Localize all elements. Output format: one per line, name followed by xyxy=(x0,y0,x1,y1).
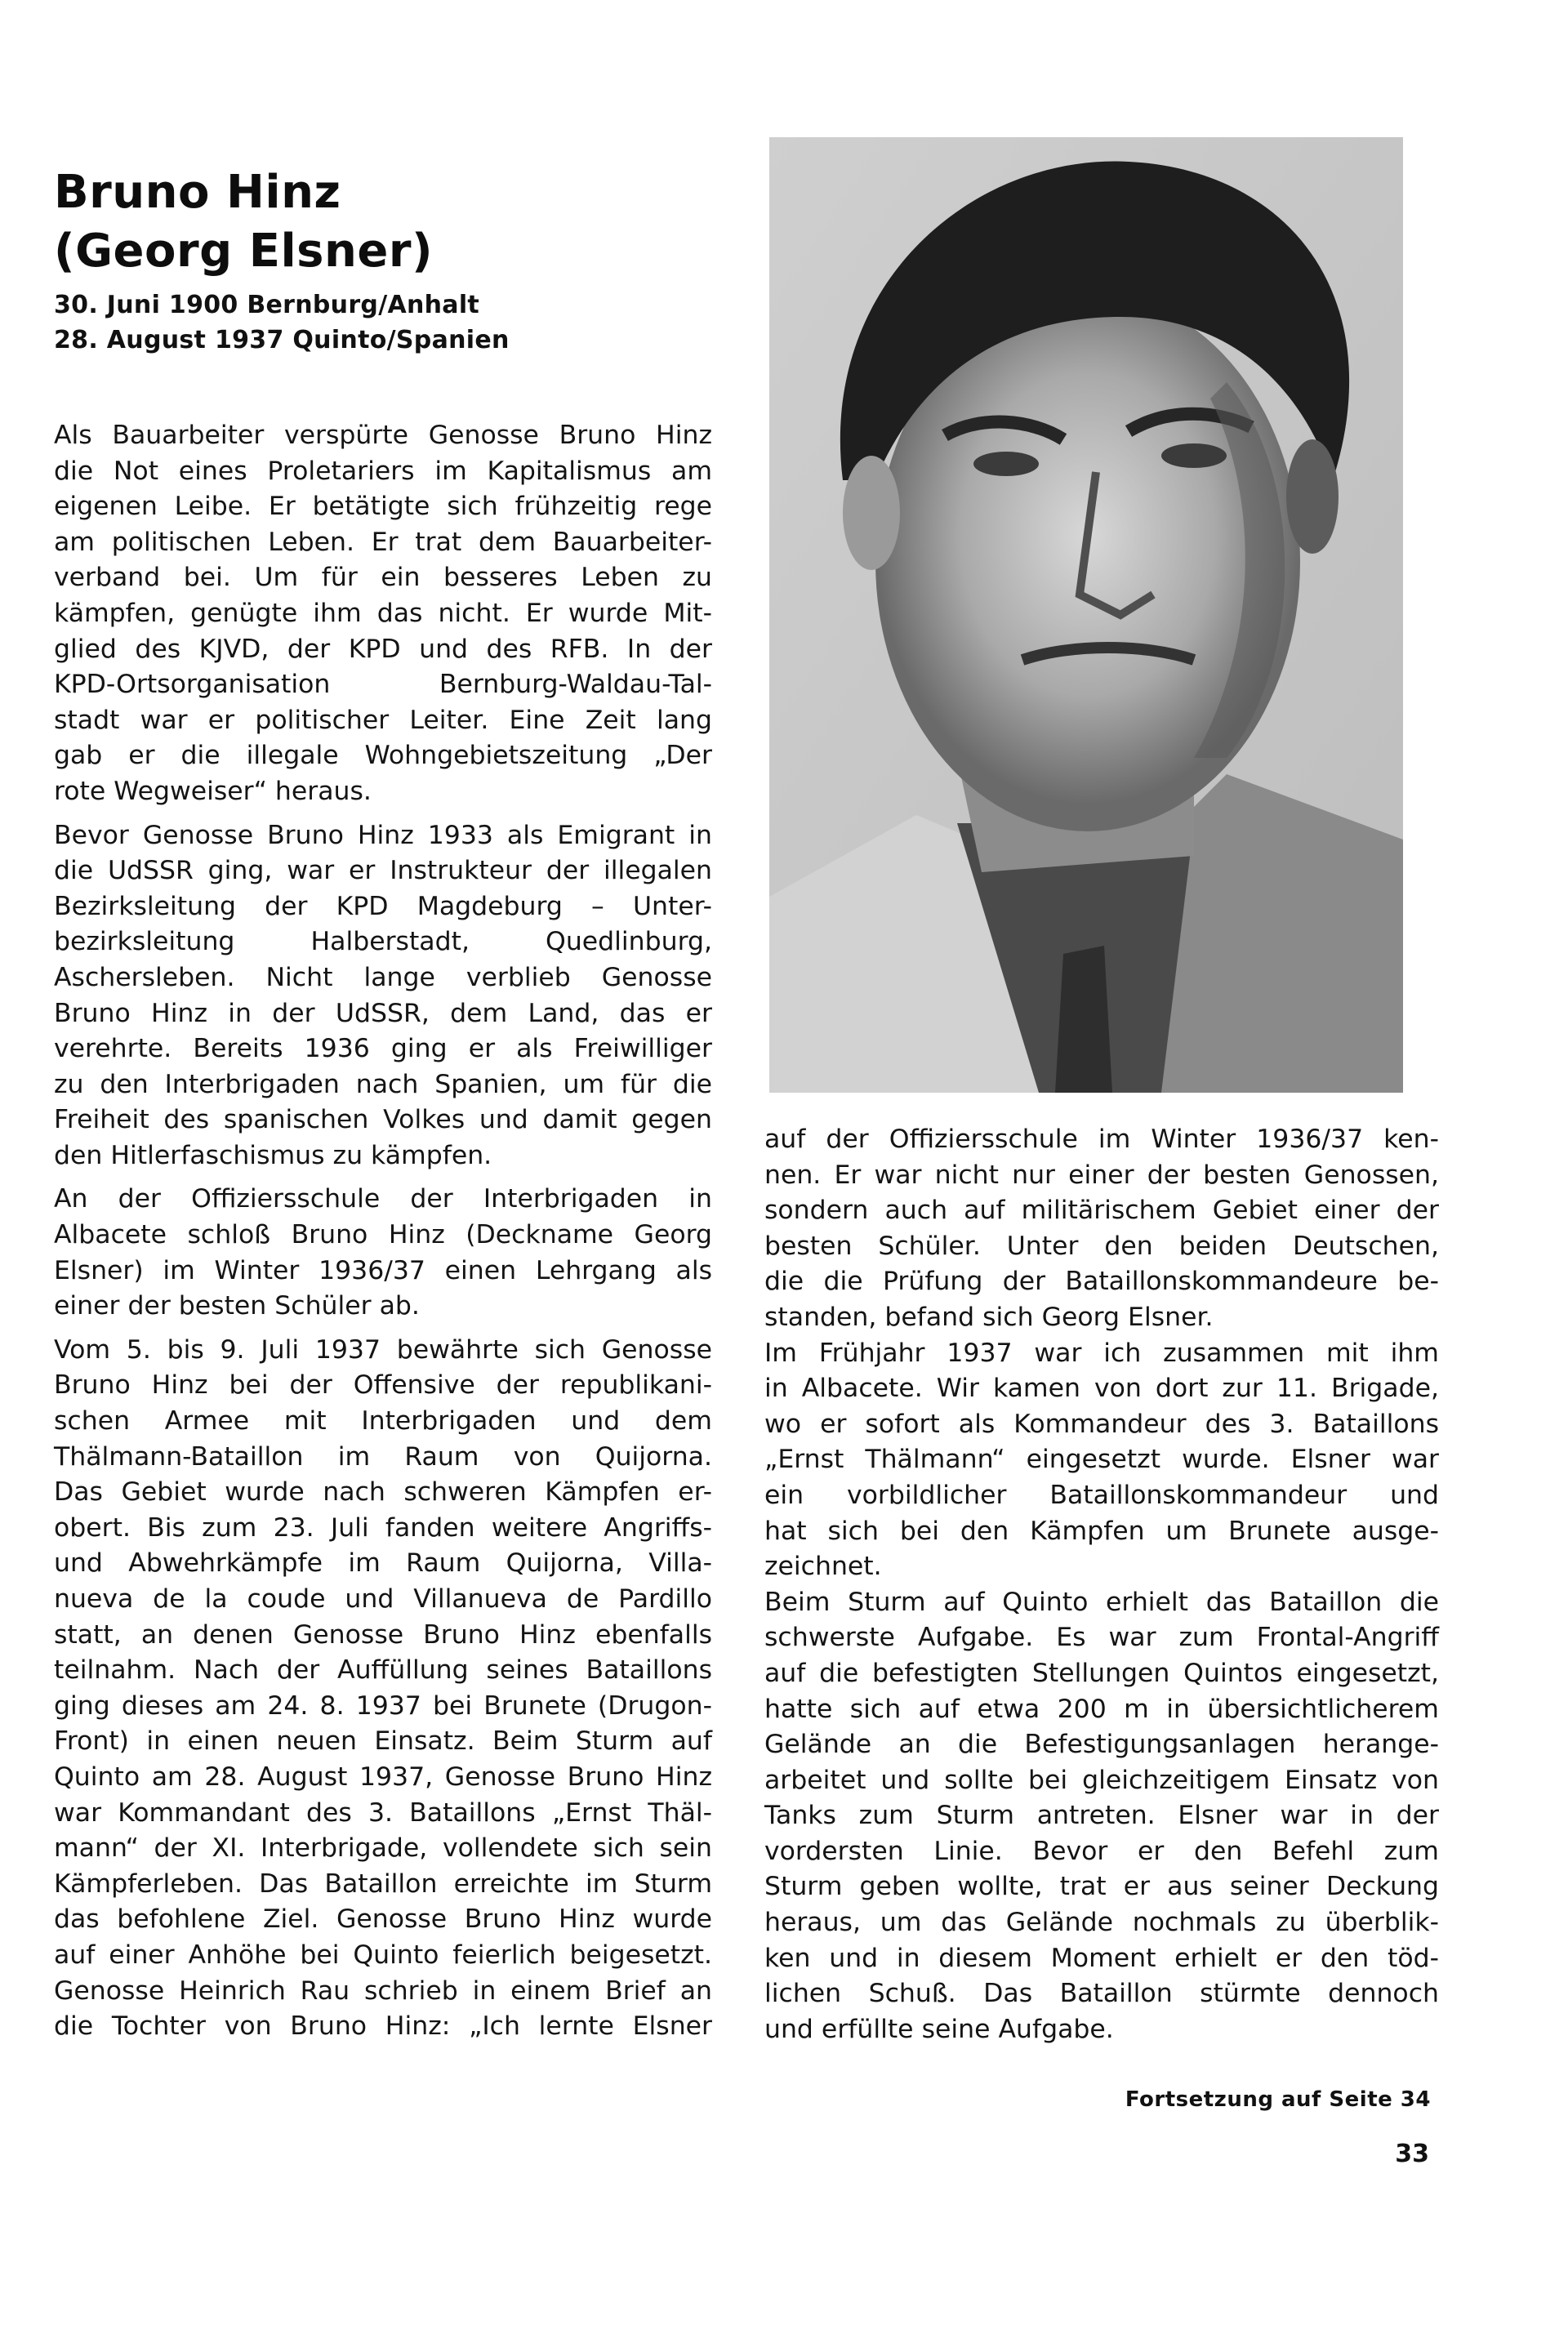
text-line: stadt war er politischer Leiter. Eine Zeit lang xyxy=(54,705,712,735)
text-line: arbeitet und sollte bei gleichzeitigem Einsatz von xyxy=(764,1765,1439,1795)
text-line: „Ernst Thälmann“ eingesetzt wurde. Elsner war xyxy=(764,1445,1439,1475)
text-line: Front) in einen neuen Einsatz. Beim Sturm auf xyxy=(54,1726,712,1757)
text-line: kämpfen, genügte ihm das nicht. Er wurde Mit- xyxy=(54,598,712,628)
text-line: die die Prüfung der Bataillonskommandeure be- xyxy=(764,1267,1439,1297)
text-line: nueva de la coude und Villanueva de Pardillo xyxy=(54,1584,712,1614)
text-line: und Abwehrkämpfe im Raum Quijorna, Villa- xyxy=(54,1548,712,1579)
text-line: am politischen Leben. Er trat dem Bauarbeiter- xyxy=(54,527,712,557)
right-text-column xyxy=(764,1122,1439,2047)
text-line: einer der besten Schüler ab. xyxy=(54,1291,420,1321)
text-line: Kämpferleben. Das Bataillon erreichte im Sturm xyxy=(54,1869,712,1899)
text-line: schen Armee mit Interbrigaden und dem xyxy=(54,1406,712,1436)
text-line: lichen Schuß. Das Bataillon stürmte dennoch xyxy=(764,1979,1439,2009)
text-line: vordersten Linie. Bevor er den Befehl zum xyxy=(764,1836,1439,1866)
text-line: auf einer Anhöhe bei Quinto feierlich beigesetzt. xyxy=(54,1940,712,1970)
page-number: 33 xyxy=(1395,2140,1429,2168)
text-line: die UdSSR ging, war er Instrukteur der illegalen xyxy=(54,856,712,886)
left-text-column xyxy=(54,418,712,2045)
paragraph-gap xyxy=(54,1174,712,1182)
text-line: Im Frühjahr 1937 war ich zusammen mit ihm xyxy=(764,1338,1439,1368)
text-line: An der Offiziersschule der Interbrigaden in xyxy=(54,1184,712,1214)
text-line: statt, an denen Genosse Bruno Hinz ebenfalls xyxy=(54,1619,712,1650)
text-line: nen. Er war nicht nur einer der besten Genossen, xyxy=(764,1160,1439,1190)
portrait-photo xyxy=(769,137,1403,1093)
text-line: gab er die illegale Wohngebietszeitung „Der xyxy=(54,741,712,771)
paragraph-gap xyxy=(54,1325,712,1333)
text-line: rote Wegweiser“ heraus. xyxy=(54,776,372,806)
death-date: 28. August 1937 Quinto/Spanien xyxy=(54,326,510,354)
text-line: Aschersleben. Nicht lange verblieb Genosse xyxy=(54,962,712,992)
text-line: Als Bauarbeiter verspürte Genosse Bruno Hinz xyxy=(54,421,712,450)
text-line: Beim Sturm auf Quinto erhielt das Bataillon die xyxy=(764,1587,1439,1617)
paragraph-officer-school xyxy=(54,1182,712,1324)
text-line: auf der Offiziersschule im Winter 1936/37 ken- xyxy=(764,1125,1439,1154)
text-line: teilnahm. Nach der Auffüllung seines Bataillons xyxy=(54,1655,712,1686)
birth-date: 30. Juni 1900 Bernburg/Anhalt xyxy=(54,291,480,319)
paragraph-gap xyxy=(54,810,712,818)
text-line: Elsner) im Winter 1936/37 einen Lehrgang als xyxy=(54,1255,712,1285)
text-line: Gelände an die Befestigungsanlagen herange- xyxy=(764,1730,1439,1760)
text-line: besten Schüler. Unter den beiden Deutschen, xyxy=(764,1231,1439,1261)
page-title xyxy=(54,163,433,281)
text-line: hat sich bei den Kämpfen um Brunete ausge- xyxy=(764,1516,1439,1546)
text-line: und erfüllte seine Aufgabe. xyxy=(764,2014,1114,2044)
text-line: Tanks zum Sturm antreten. Elsner war in der xyxy=(764,1801,1439,1831)
text-line: auf die befestigten Stellungen Quintos eingesetzt, xyxy=(764,1658,1439,1688)
text-line: das befohlene Ziel. Genosse Bruno Hinz wurde xyxy=(54,1904,712,1935)
paragraph-letter-intro xyxy=(764,1122,1439,1336)
text-line: Das Gebiet wurde nach schweren Kämpfen er- xyxy=(54,1477,712,1508)
text-line: die Not eines Proletariers im Kapitalismus am xyxy=(54,456,712,486)
text-line: Bruno Hinz in der UdSSR, dem Land, das er xyxy=(54,998,712,1028)
text-line: Freiheit des spanischen Volkes und damit gegen xyxy=(54,1105,712,1135)
text-line: war Kommandant des 3. Bataillons „Ernst Thäl- xyxy=(54,1797,712,1828)
text-line: obert. Bis zum 23. Juli fanden weitere Angriffs- xyxy=(54,1512,712,1543)
continuation-note: Fortsetzung auf Seite 34 xyxy=(1125,2087,1431,2112)
paragraph-albacete xyxy=(764,1336,1439,1585)
paragraph-battles xyxy=(54,1333,712,2045)
text-line: Quinto am 28. August 1937, Genosse Bruno Hinz xyxy=(54,1762,712,1792)
text-line: Vom 5. bis 9. Juli 1937 bewährte sich Genosse xyxy=(54,1334,712,1365)
text-line: sondern auch auf militärischem Gebiet einer der xyxy=(764,1196,1439,1226)
text-line: heraus, um das Gelände nochmals zu überblik- xyxy=(764,1908,1439,1938)
text-line: schwerste Aufgabe. Es war zum Frontal-Angriff xyxy=(764,1623,1439,1653)
text-line: ein vorbildlicher Bataillonskommandeur und xyxy=(764,1480,1439,1510)
text-line: Albacete schloß Bruno Hinz (Deckname Georg xyxy=(54,1220,712,1250)
text-line: in Albacete. Wir kamen von dort zur 11. Brigade, xyxy=(764,1374,1439,1404)
text-line: standen, befand sich Georg Elsner. xyxy=(764,1302,1214,1332)
text-line: glied des KJVD, der KPD und des RFB. In der xyxy=(54,634,712,664)
text-line: verehrte. Bereits 1936 ging er als Freiwilliger xyxy=(54,1034,712,1064)
text-line: mann“ der XI. Interbrigade, vollendete sich sein xyxy=(54,1833,712,1864)
text-line: Thälmann-Bataillon im Raum von Quijorna. xyxy=(54,1441,712,1472)
text-line: zu den Interbrigaden nach Spanien, um für die xyxy=(54,1069,712,1099)
text-line: Bruno Hinz bei der Offensive der republikani- xyxy=(54,1370,712,1401)
text-line: zeichnet. xyxy=(764,1552,882,1582)
text-line: ging dieses am 24. 8. 1937 bei Brunete (Drugon- xyxy=(54,1690,712,1721)
text-line: Sturm geben wollte, trat er aus seiner Deckung xyxy=(764,1872,1439,1902)
text-line: verband bei. Um für ein besseres Leben zu xyxy=(54,563,712,593)
text-line: Bezirksleitung der KPD Magdeburg – Unter- xyxy=(54,891,712,921)
text-line: bezirksleitung Halberstadt, Quedlinburg, xyxy=(54,927,712,957)
paragraph-emigration xyxy=(54,818,712,1174)
person-name: Bruno Hinz xyxy=(54,166,341,219)
paragraph-quinto-assault xyxy=(764,1585,1439,2048)
text-line: Genosse Heinrich Rau schrieb in einem Brief an xyxy=(54,1975,712,2006)
person-alias: (Georg Elsner) xyxy=(54,225,434,278)
text-line: KPD-Ortsorganisation Bernburg-Waldau-Tal- xyxy=(54,670,712,700)
life-dates xyxy=(54,287,510,358)
text-line: ken und in diesem Moment erhielt er den töd- xyxy=(764,1943,1439,1973)
paragraph-early-life xyxy=(54,418,712,810)
text-line: die Tochter von Bruno Hinz: „Ich lernte Elsner xyxy=(54,2011,712,2042)
text-line: Bevor Genosse Bruno Hinz 1933 als Emigrant in xyxy=(54,820,712,850)
text-line: hatte sich auf etwa 200 m in übersichtlicherem xyxy=(764,1694,1439,1724)
text-line: den Hitlerfaschismus zu kämpfen. xyxy=(54,1140,492,1170)
portrait-photo-icon xyxy=(769,137,1403,1093)
text-line: wo er sofort als Kommandeur des 3. Bataillons xyxy=(764,1409,1439,1439)
text-line: eigenen Leibe. Er betätigte sich frühzeitig rege xyxy=(54,492,712,522)
